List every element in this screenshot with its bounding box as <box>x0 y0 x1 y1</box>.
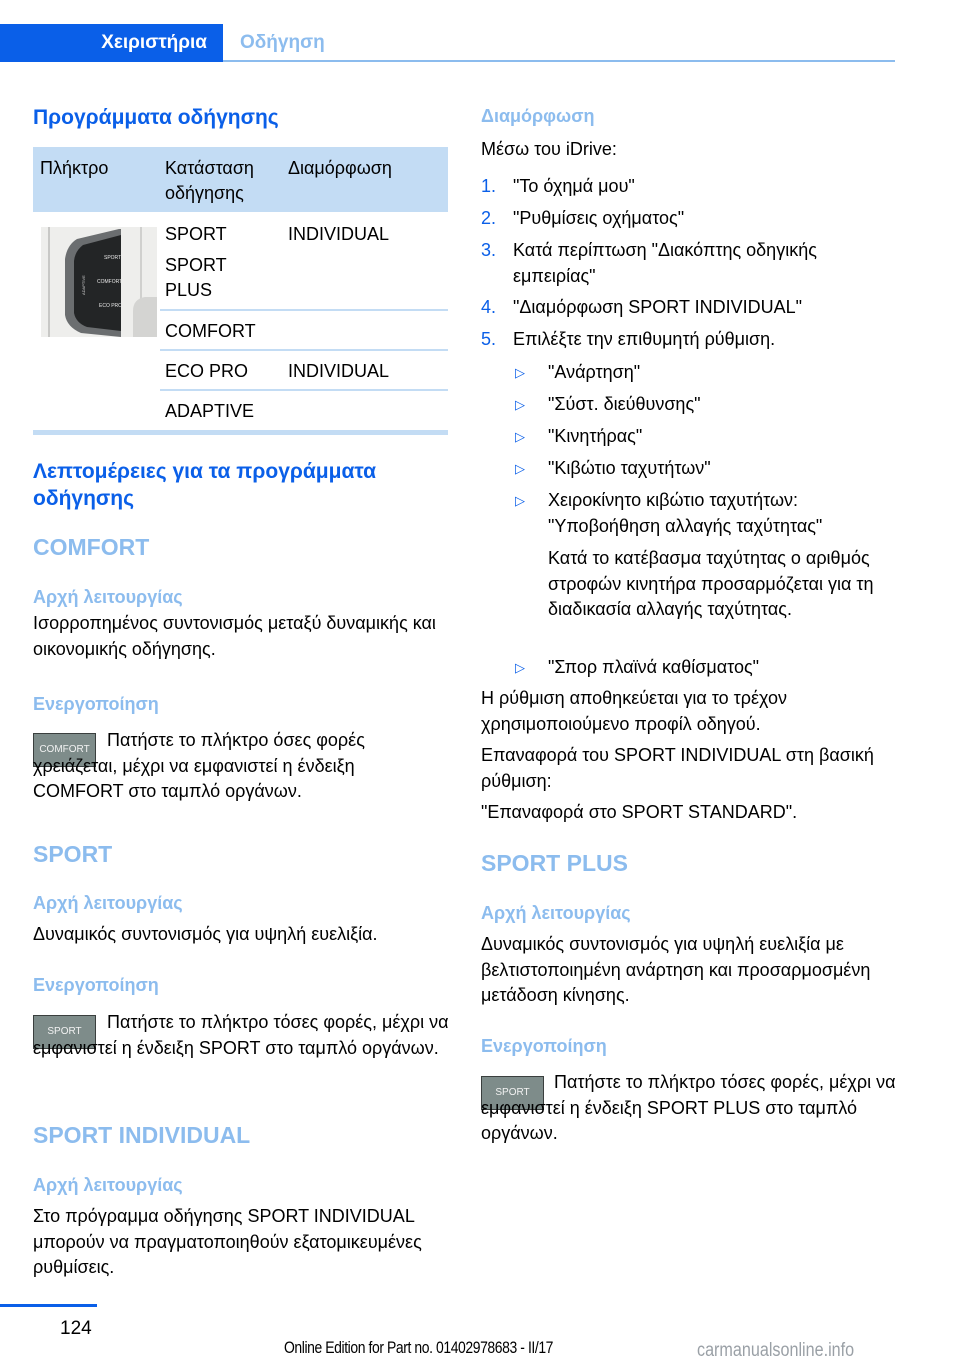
mode-cell: SPORT <box>165 224 227 244</box>
svg-text:SPORT: SPORT <box>104 255 122 261</box>
option-item: "Σπορ πλαϊνά καθίσματος" <box>548 657 760 677</box>
driving-programs-table <box>33 147 448 421</box>
edition-text: Online Edition for Part no. 01402978683 - II/17 <box>284 1338 554 1357</box>
reset-item: "Επαναφορά στο SPORT STANDARD". <box>481 802 798 822</box>
details-title: Λεπτομέρειες για τα προγράμματα οδήγησης <box>33 460 377 510</box>
row-divider <box>160 309 448 311</box>
tab-controls[interactable]: Χειριστήρια <box>0 24 223 62</box>
step-text: Επιλέξτε την επιθυμητή ρύθμιση. <box>513 329 776 349</box>
comfort-heading: COMFORT <box>33 534 150 560</box>
sport-heading: SPORT <box>33 841 113 867</box>
chapter-tabs <box>0 24 895 62</box>
driving-switch-image <box>41 227 157 337</box>
sport-individual-principle-heading: Αρχή λειτουργίας <box>33 1175 183 1195</box>
step-number: 3. <box>481 240 497 260</box>
svg-text:ADAPTIVE: ADAPTIVE <box>81 275 86 295</box>
saved-profile-text: Η ρύθμιση αποθηκεύεται για το τρέχον χρησιμοποιούμενο προφίλ οδηγού. <box>481 688 787 734</box>
bullet-triangle-icon: ▷ <box>515 365 525 380</box>
sport-individual-principle-text: Στο πρόγραμμα οδήγησης SPORT INDIVIDUAL μπορούν να πραγματοποιηθούν εξατομικευμένες ρυθμίσεις. <box>33 1206 422 1277</box>
col-header-mode: Κατάσταση οδήγησης <box>165 158 254 203</box>
svg-text:ECO PRO: ECO PRO <box>99 303 123 309</box>
mode-cell: SPORT PLUS <box>165 255 227 300</box>
mode-cell: COMFORT <box>165 321 256 341</box>
option-note: Κατά το κατέβασμα ταχύτητας ο αριθμός στροφών κινητήρα προσαρμόζεται για τη διαδικασία αλλαγής ταχύτητας. <box>548 548 874 619</box>
option-item: "Κινητήρας" <box>548 426 643 446</box>
comfort-activation-text: Πατήστε το πλήκτρο όσες φορές χρειάζεται, μέχρι να εμφανιστεί η ένδειξη COMFORT στο ταμπλό οργάνων. <box>33 730 365 801</box>
sport-plus-principle-text: Δυναμικός συντονισμός για υψηλή ευελιξία με βελτιστοποιημένη ανάρτηση και προσαρμοσμένη μετάδοση κίνησης. <box>481 934 871 1005</box>
col-header-button: Πλήκτρο <box>40 158 109 178</box>
svg-text:COMFORT: COMFORT <box>97 279 123 285</box>
step-text: Κατά περίπτωση "Διακόπτης οδηγικής εμπειρίας" <box>513 240 817 286</box>
reset-text: Επαναφορά του SPORT INDIVIDUAL στη βασική ρύθμιση: <box>481 745 874 791</box>
watermark-link[interactable]: carmanualsonline.info <box>697 1340 855 1361</box>
option-item: Χειροκίνητο κιβώτιο ταχυτήτων: "Υποβοήθηση αλλαγής ταχύτητας" <box>548 490 823 536</box>
bullet-triangle-icon: ▷ <box>515 660 525 675</box>
tab-driving[interactable]: Οδήγηση <box>240 32 325 53</box>
config-cell: INDIVIDUAL <box>288 361 390 381</box>
row-divider <box>160 389 448 391</box>
comfort-principle-text: Ισορροπημένος συντονισμός μεταξύ δυναμικής και οικονομικής οδήγησης. <box>33 613 436 659</box>
sport-plus-button-icon: SPORT <box>481 1076 544 1110</box>
col-header-config: Διαμόρφωση <box>288 158 392 178</box>
config-cell: INDIVIDUAL <box>288 224 390 244</box>
table-header <box>33 147 448 212</box>
bullet-triangle-icon: ▷ <box>515 397 525 412</box>
footer-rule <box>0 1304 97 1307</box>
row-divider <box>160 349 448 351</box>
comfort-activation-heading: Ενεργοποίηση <box>33 694 159 714</box>
step-text: "Ρυθμίσεις οχήματος" <box>513 208 685 228</box>
page-number: 124 <box>60 1318 92 1339</box>
step-number: 4. <box>481 297 497 317</box>
sport-plus-activation-heading: Ενεργοποίηση <box>481 1036 607 1056</box>
sport-principle-text: Δυναμικός συντονισμός για υψηλή ευελιξία. <box>33 924 378 944</box>
bullet-triangle-icon: ▷ <box>515 429 525 444</box>
section-title-driving-programs: Προγράμματα οδήγησης <box>33 106 279 129</box>
sport-individual-heading: SPORT INDIVIDUAL <box>33 1122 251 1148</box>
option-item: "Κιβώτιο ταχυτήτων" <box>548 458 711 478</box>
sport-plus-activation-text: Πατήστε το πλήκτρο τόσες φορές, μέχρι να εμφανιστεί η ένδειξη SPORT PLUS στο ταμπλό οργάνων. <box>481 1072 896 1143</box>
table-bottom-rule <box>33 430 448 435</box>
sport-button-icon: SPORT <box>33 1015 96 1049</box>
option-item: "Σύστ. διεύθυνσης" <box>548 394 701 414</box>
step-number: 5. <box>481 329 497 349</box>
step-text: "Το όχημά μου" <box>513 176 635 196</box>
comfort-principle-heading: Αρχή λειτουργίας <box>33 587 183 607</box>
step-number: 1. <box>481 176 497 196</box>
comfort-button-icon: COMFORT <box>33 733 96 767</box>
bullet-triangle-icon: ▷ <box>515 461 525 476</box>
step-text: "Διαμόρφωση SPORT INDIVIDUAL" <box>513 297 803 317</box>
sport-plus-heading: SPORT PLUS <box>481 850 628 876</box>
via-idrive-text: Μέσω του iDrive: <box>481 139 617 159</box>
step-number: 2. <box>481 208 497 228</box>
driving-switch-illustration-icon <box>41 227 157 337</box>
mode-cell: ADAPTIVE <box>165 401 255 421</box>
sport-activation-heading: Ενεργοποίηση <box>33 975 159 995</box>
bullet-triangle-icon: ▷ <box>515 493 525 508</box>
sport-principle-heading: Αρχή λειτουργίας <box>33 893 183 913</box>
sport-plus-principle-heading: Αρχή λειτουργίας <box>481 903 631 923</box>
config-heading: Διαμόρφωση <box>481 106 595 126</box>
option-item: "Ανάρτηση" <box>548 362 641 382</box>
sport-activation-text: Πατήστε το πλήκτρο τόσες φορές, μέχρι να εμφανιστεί η ένδειξη SPORT στο ταμπλό οργάνων. <box>33 1012 449 1058</box>
mode-cell: ECO PRO <box>165 361 249 381</box>
